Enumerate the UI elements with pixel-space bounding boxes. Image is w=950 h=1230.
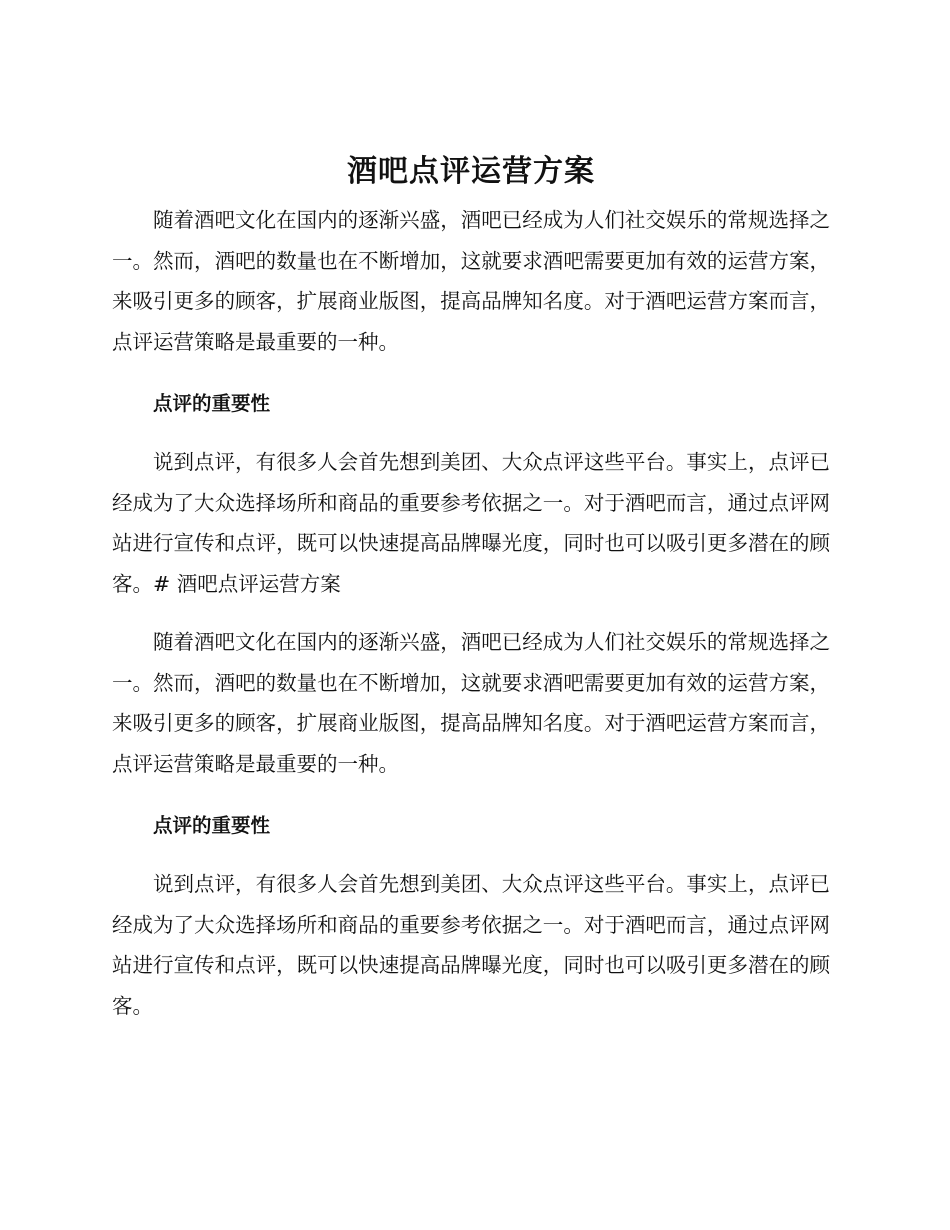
document-body — [112, 150, 830, 1026]
section-heading-importance-repeat: 点评的重要性 — [152, 814, 270, 837]
importance-paragraph: 说到点评，有很多人会首先想到美团、大众点评这些平台。事实上，点评已经成为了大众选择场所和商品的重要参考依据之一。对于酒吧而言，通过点评网站进行宣传和点评，既可以快速提高品牌曝光度，同时也可以吸引更多潜在的顾客。# 酒吧点评运营方案 — [112, 450, 830, 596]
document-title: 酒吧点评运营方案 — [347, 154, 595, 189]
repeated-intro-paragraph: 随着酒吧文化在国内的逐渐兴盛，酒吧已经成为人们社交娱乐的常规选择之一。然而，酒吧的数量也在不断增加，这就要求酒吧需要更加有效的运营方案，来吸引更多的顾客，扩展商业版图，提高品牌知名度。对于酒吧运营方案而言，点评运营策略是最重要的一种。 — [112, 630, 830, 776]
section-heading-importance: 点评的重要性 — [152, 392, 270, 415]
intro-paragraph: 随着酒吧文化在国内的逐渐兴盛，酒吧已经成为人们社交娱乐的常规选择之一。然而，酒吧的数量也在不断增加，这就要求酒吧需要更加有效的运营方案，来吸引更多的顾客，扩展商业版图，提高品牌知名度。对于酒吧运营方案而言，点评运营策略是最重要的一种。 — [112, 208, 830, 354]
repeated-importance-paragraph: 说到点评，有很多人会首先想到美团、大众点评这些平台。事实上，点评已经成为了大众选择场所和商品的重要参考依据之一。对于酒吧而言，通过点评网站进行宣传和点评，既可以快速提高品牌曝光度，同时也可以吸引更多潜在的顾客。 — [112, 872, 830, 1018]
